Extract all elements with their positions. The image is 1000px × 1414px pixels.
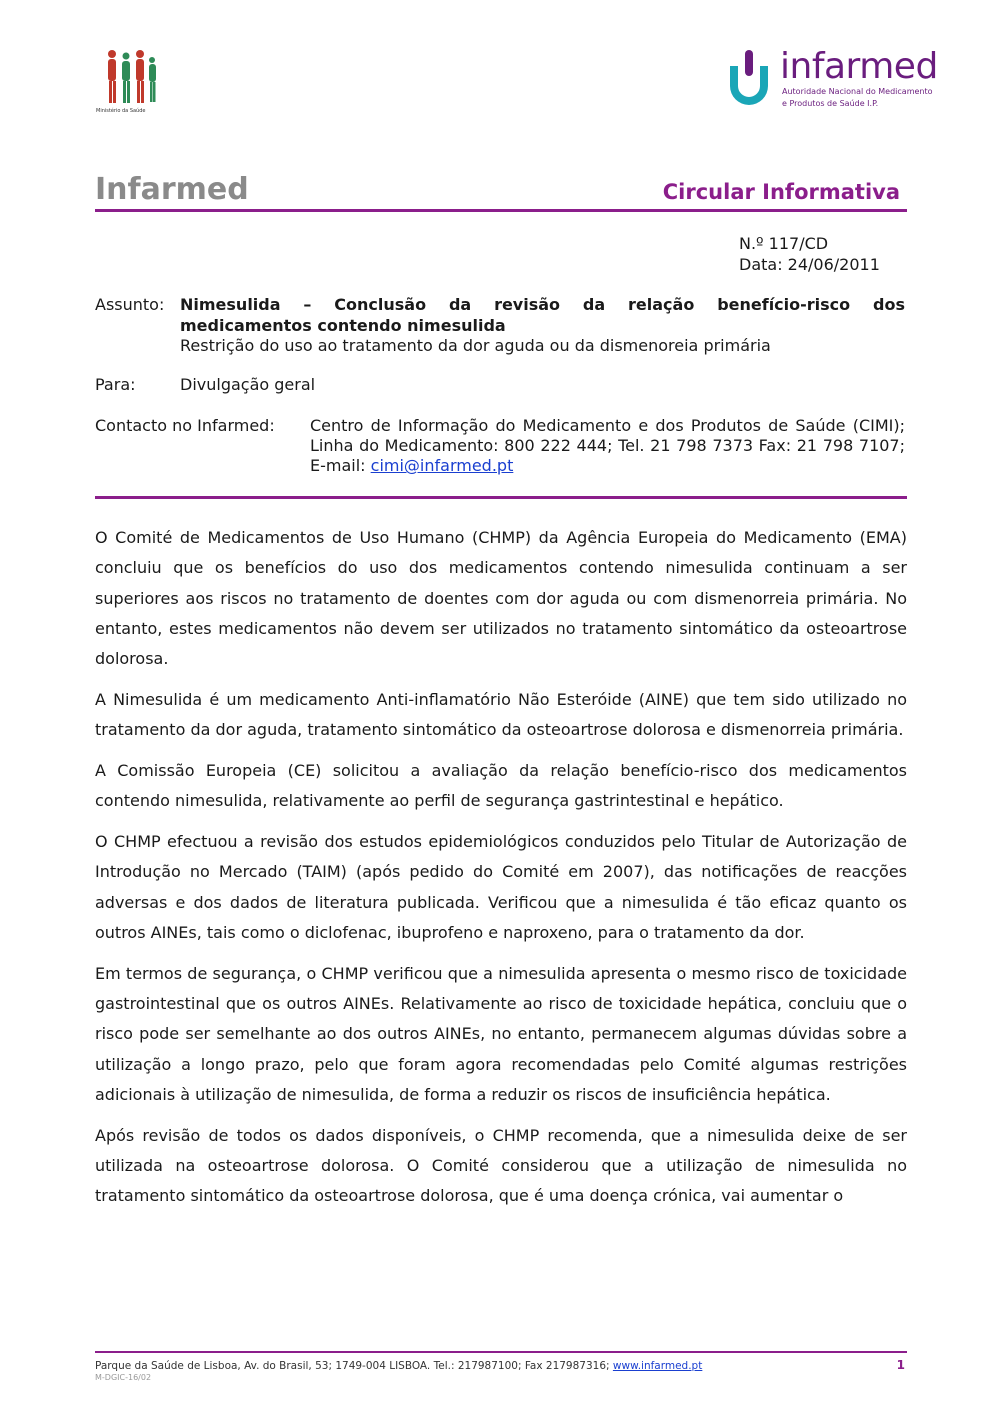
footer-website-link[interactable]: www.infarmed.pt bbox=[612, 1360, 703, 1372]
body-paragraph: O CHMP efectuou a revisão dos estudos epidemiológicos conduzidos pelo Titular de Autorização de Introdução no Mercado (TAIM) (após pedido do Comité em 2007), das notificações de reacções adversas e dos dados de literatura publicada. Verificou que a nimesulida é tão eficaz quanto os outros AINEs, tais como o diclofenac, ibuprofeno e naproxeno, para o tratamento da dor. bbox=[95, 832, 907, 943]
ministerio-da-saude-logo-icon bbox=[100, 48, 160, 116]
circular-number: N.º 117/CD bbox=[739, 234, 829, 253]
footer-divider bbox=[95, 1351, 907, 1353]
contact-email-link[interactable]: cimi@infarmed.pt bbox=[370, 456, 514, 475]
body-paragraph: O Comité de Medicamentos de Uso Humano (CHMP) da Agência Europeia do Medicamento (EMA) concluiu que os benefícios do uso dos medicamentos contendo nimesulida continuam a ser superiores aos riscos no tratamento de doentes com dor aguda ou com dismenorreia primária. No entanto, estes medicamentos não devem ser utilizados no tratamento sintomático da osteoartrose dolorosa. bbox=[95, 528, 907, 669]
circular-date: Data: 24/06/2011 bbox=[739, 255, 880, 274]
document-body bbox=[95, 523, 907, 1222]
infarmed-logo-subtitle: Autoridade Nacional do Medicamento bbox=[782, 87, 933, 96]
body-paragraph: Em termos de segurança, o CHMP verificou que a nimesulida apresenta o mesmo risco de toxicidade gastrointestinal que os outros AINEs. Relativamente ao risco de toxicidade hepática, concluiu que o risco pode ser semelhante ao dos outros AINEs, no entanto, permanecem algumas dúvidas sobre a utilização a longo prazo, pelo que foram agora recomendadas pelo Comité algumas restrições adicionais à utilização de nimesulida, de forma a reduzir os riscos de insuficiência hepática. bbox=[95, 963, 907, 1105]
document-type: Circular Informativa bbox=[662, 180, 900, 204]
footer-address bbox=[95, 1360, 702, 1372]
para-value: Divulgação geral bbox=[180, 375, 316, 394]
assunto-label: Assunto: bbox=[95, 295, 165, 314]
footer-address-text: Parque da Saúde de Lisboa, Av. do Brasil, 53; 1749-004 LISBOA. Tel.: 217987100; Fax 217987316; bbox=[95, 1360, 613, 1372]
page-number: 1 bbox=[896, 1358, 905, 1372]
infarmed-logo-wordmark: infarmed bbox=[780, 46, 938, 87]
brand-title: Infarmed bbox=[95, 172, 249, 207]
footer-form-code: M-DGIC-16/02 bbox=[95, 1373, 152, 1382]
section-divider bbox=[95, 496, 907, 499]
ministry-logo-caption: Ministério da Saúde bbox=[96, 108, 146, 114]
body-paragraph: A Comissão Europeia (CE) solicitou a avaliação da relação benefício-risco dos medicamentos contendo nimesulida, relativamente ao perfil de segurança gastrintestinal e hepático. bbox=[95, 761, 907, 811]
contacto-label: Contacto no Infarmed: bbox=[95, 416, 275, 435]
body-paragraph: A Nimesulida é um medicamento Anti-inflamatório Não Esteróide (AINE) que tem sido utilizado no tratamento da dor aguda, tratamento sintomático da osteoartrose dolorosa e dismenorreia primária. bbox=[95, 689, 907, 740]
contacto-text: Centro de Informação do Medicamento e dos Produtos de Saúde (CIMI); Linha do Medicamento: 800 222 444; Tel. 21 798 7373 Fax: 21 798 7107; E-mail: bbox=[310, 416, 905, 475]
assunto-subtitle: Restrição do uso ao tratamento da dor aguda ou da dismenoreia primária bbox=[180, 336, 771, 355]
para-label: Para: bbox=[95, 375, 136, 394]
header-divider bbox=[95, 209, 907, 212]
assunto-title-continued: medicamentos contendo nimesulida bbox=[180, 316, 506, 335]
body-paragraph: Após revisão de todos os dados disponíveis, o CHMP recomenda, que a nimesulida deixe de ser utilizada na osteoartrose dolorosa. O Comité considerou que a utilização de nimesulida no tratamento sintomático da osteoartrose dolorosa, que é uma doença crónica, vai aumentar o bbox=[95, 1125, 907, 1206]
infarmed-logo-subtitle: e Produtos de Saúde I.P. bbox=[782, 99, 879, 108]
assunto-title: Nimesulida – Conclusão da revisão da relação benefício-risco dos bbox=[180, 295, 905, 314]
contacto-details bbox=[310, 416, 905, 476]
